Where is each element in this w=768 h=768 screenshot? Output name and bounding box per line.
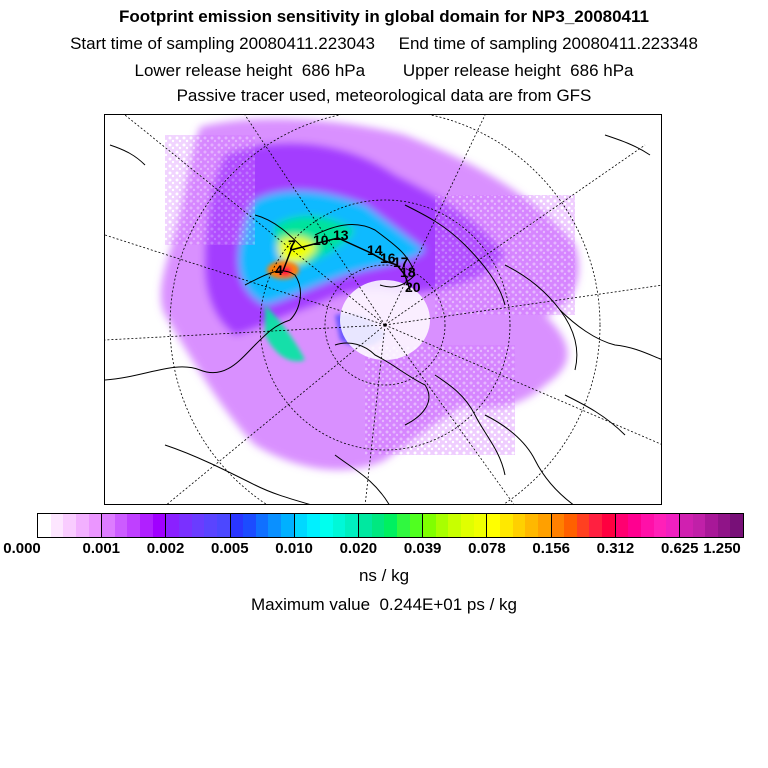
colorbar-tick-label: 0.002 — [146, 540, 185, 557]
colorbar-cell — [281, 514, 294, 537]
colorbar-cell — [693, 514, 706, 537]
trajectory-label: 14 — [367, 242, 383, 258]
colorbar-cell — [204, 514, 217, 537]
trajectory-label: 20 — [405, 279, 421, 295]
colorbar-block — [487, 514, 551, 537]
colorbar-cell — [680, 514, 693, 537]
colorbar-cell — [538, 514, 551, 537]
colorbar-cell — [616, 514, 629, 537]
colorbar-cell — [589, 514, 602, 537]
map-panel — [104, 114, 662, 505]
colorbar-cell — [666, 514, 679, 537]
colorbar-cell — [51, 514, 64, 537]
colorbar-cell — [372, 514, 385, 537]
colorbar-cell — [320, 514, 333, 537]
colorbar-block — [423, 514, 487, 537]
trajectory-label: 18 — [400, 264, 416, 280]
trajectory-label: 17 — [393, 254, 409, 270]
sampling-times: Start time of sampling 20080411.223043 End time of sampling 20080411.223348 — [70, 34, 698, 53]
colorbar-cell — [423, 514, 436, 537]
colorbar-tick-label: 0.078 — [468, 540, 506, 557]
colorbar-cell — [410, 514, 423, 537]
release-heights: Lower release height 686 hPa Upper release height 686 hPa — [134, 61, 634, 80]
colorbar-tick-label: 0.010 — [275, 540, 313, 557]
colorbar-tick-label: 0.001 — [82, 540, 121, 557]
colorbar-cell — [192, 514, 205, 537]
colorbar-tick-label: 0.039 — [403, 540, 442, 557]
trajectory-label: 16 — [380, 250, 396, 266]
colorbar-cell — [628, 514, 641, 537]
colorbar-cell — [295, 514, 308, 537]
colorbar-cell — [231, 514, 244, 537]
maximum-value: Maximum value 0.244E+01 ps / kg — [251, 595, 517, 614]
colorbar-block — [295, 514, 359, 537]
colorbar-tick-label: 0.156 — [532, 540, 570, 557]
colorbar-cell — [89, 514, 102, 537]
colorbar-cell — [577, 514, 590, 537]
colorbar-tick-label: 0.005 — [211, 540, 249, 557]
colorbar-block — [552, 514, 616, 537]
colorbar-cell — [179, 514, 192, 537]
colorbar-block — [38, 514, 102, 537]
colorbar-cell — [705, 514, 718, 537]
colorbar-cell — [115, 514, 128, 537]
colorbar-cell — [102, 514, 115, 537]
colorbar-cell — [654, 514, 667, 537]
colorbar-cell — [602, 514, 615, 537]
colorbar-block — [359, 514, 423, 537]
colorbar-cell — [448, 514, 461, 537]
colorbar-tick-label: 1.250 — [703, 540, 741, 557]
colorbar-block — [102, 514, 166, 537]
colorbar-cell — [333, 514, 346, 537]
colorbar-block — [680, 514, 743, 537]
colorbar-cell — [384, 514, 397, 537]
colorbar-tick-label: 0.000 — [3, 540, 41, 557]
colorbar-cell — [256, 514, 269, 537]
colorbar-cell — [487, 514, 500, 537]
colorbar-block — [166, 514, 230, 537]
colorbar-cell — [552, 514, 565, 537]
colorbar-cell — [243, 514, 256, 537]
colorbar-cell — [359, 514, 372, 537]
colorbar-tick-label: 0.625 — [660, 540, 699, 557]
trajectory-label: 4 — [275, 262, 283, 278]
colorbar-cell — [474, 514, 487, 537]
colorbar-cell — [63, 514, 76, 537]
colorbar-cell — [718, 514, 731, 537]
polar-map — [105, 115, 662, 505]
colorbar-cell — [217, 514, 230, 537]
trajectory-label: 10 — [313, 232, 329, 248]
colorbar-cell — [140, 514, 153, 537]
colorbar-cell — [641, 514, 654, 537]
colorbar-cell — [345, 514, 358, 537]
colorbar-cell — [513, 514, 526, 537]
colorbar-block — [616, 514, 680, 537]
colorbar-cell — [500, 514, 513, 537]
main-title: Footprint emission sensitivity in global domain for NP3_20080411 — [119, 7, 649, 26]
colorbar-cell — [525, 514, 538, 537]
colorbar-cell — [166, 514, 179, 537]
units-label: ns / kg — [358, 566, 410, 585]
colorbar-cell — [268, 514, 281, 537]
colorbar-cell — [38, 514, 51, 537]
tracer-info: Passive tracer used, meteorological data are from GFS — [176, 86, 592, 105]
colorbar-cell — [461, 514, 474, 537]
colorbar-cell — [436, 514, 449, 537]
trajectory-label: 7 — [288, 237, 296, 253]
colorbar-cell — [730, 514, 743, 537]
colorbar-tick-label: 0.312 — [596, 540, 635, 557]
colorbar-block — [231, 514, 295, 537]
colorbar-cell — [397, 514, 410, 537]
colorbar-cell — [307, 514, 320, 537]
colorbar-cell — [564, 514, 577, 537]
colorbar-cell — [127, 514, 140, 537]
colorbar-tick-label: 0.020 — [339, 540, 378, 557]
trajectory-label: 13 — [333, 227, 349, 243]
colorbar-cell — [153, 514, 166, 537]
colorbar-cell — [76, 514, 89, 537]
colorbar — [37, 513, 744, 538]
